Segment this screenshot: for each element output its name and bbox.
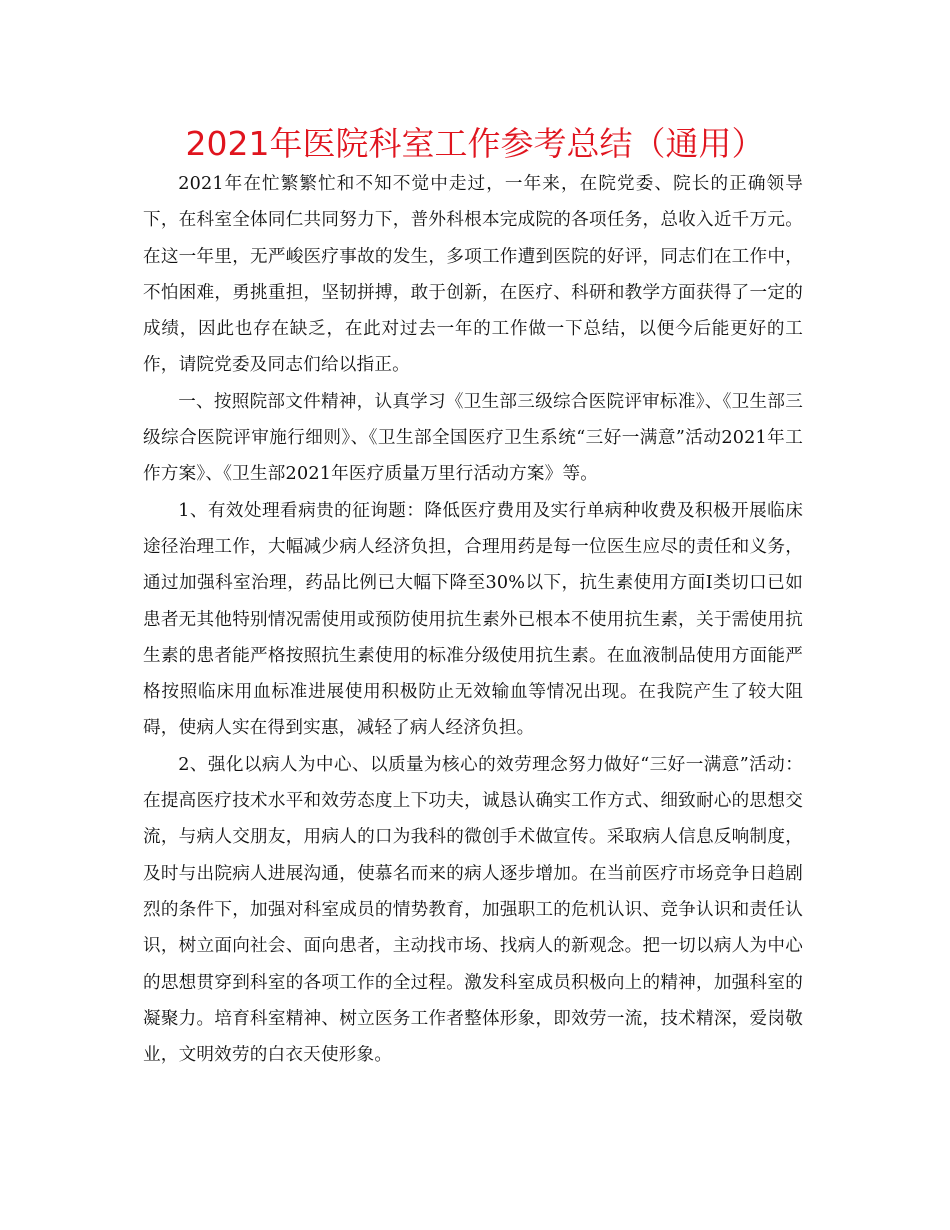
paragraph-section-1: 一、按照院部文件精神，认真学习《卫生部三级综合医院评审标准》、《卫生部三级综合医院评审施行细则》、《卫生部全国医疗卫生系统“三好一满意”活动2021年工作方案》、《卫生部2021年医疗质量万里行活动方案》等。 (143, 391, 803, 485)
document-body (143, 166, 803, 1073)
document-title: 2021年医院科室工作参考总结（通用） (185, 124, 765, 163)
paragraph-item-2: 2、强化以病人为中心、以质量为核心的效劳理念努力做好“三好一满意”活动：在提高医疗技术水平和效劳态度上下功夫，诚恳认确实工作方式、细致耐心的思想交流，与病人交朋友，用病人的口为我科的微创手术做宣传。采取病人信息反响制度，及时与出院病人进展沟通，使慕名而来的病人逐步增加。在当前医疗市场竞争日趋剧烈的条件下，加强对科室成员的情势教育，加强职工的危机认识、竞争认识和责任认识，树立面向社会、面向患者，主动找市场、找病人的新观念。把一切以病人为中心的思想贯穿到科室的各项工作的全过程。激发科室成员积极向上的精神，加强科室的凝聚力。培育科室精神、树立医务工作者整体形象，即效劳一流，技术精深，爱岗敬业，文明效劳的白衣天使形象。 (143, 754, 803, 1066)
paragraph-intro: 2021年在忙繁繁忙和不知不觉中走过，一年来，在院党委、院长的正确领导下，在科室全体同仁共同努力下，普外科根本完成院的各项任务，总收入近千万元。在这一年里，无严峻医疗事故的发生，多项工作遭到医院的好评，同志们在工作中，不怕困难，勇挑重担，坚韧拼搏，敢于创新，在医疗、科研和教学方面获得了一定的成绩，因此也存在缺乏，在此对过去一年的工作做一下总结，以便今后能更好的工作，请院党委及同志们给以指正。 (143, 174, 803, 376)
paragraph-item-1: 1、有效处理看病贵的征询题：降低医疗费用及实行单病种收费及积极开展临床途径治理工作，大幅减少病人经济负担，合理用药是每一位医生应尽的责任和义务，通过加强科室治理，药品比例已大幅下降至30%以下，抗生素使用方面I类切口已如患者无其他特别情况需使用或预防使用抗生素外已根本不使用抗生素，关于需使用抗生素的患者能严格按照抗生素使用的标准分级使用抗生素。在血液制品使用方面能严格按照临床用血标准进展使用积极防止无效输血等情况出现。在我院产生了较大阻碍，使病人实在得到实惠，减轻了病人经济负担。 (143, 500, 803, 739)
